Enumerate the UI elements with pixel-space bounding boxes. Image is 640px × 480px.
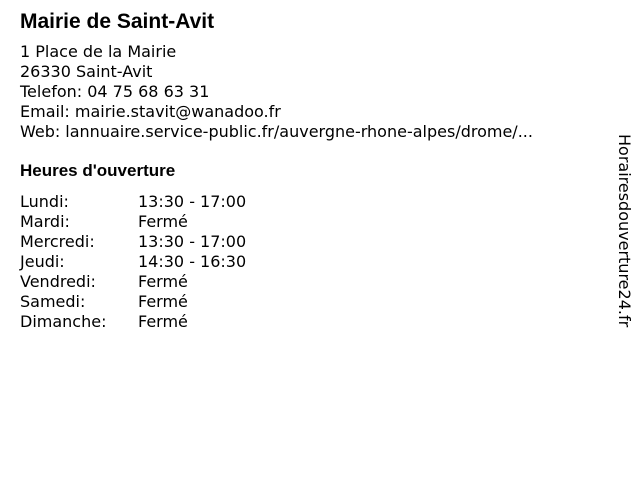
hours-time-tuesday: Fermé <box>138 212 188 231</box>
hours-day-thursday: Jeudi: <box>20 252 65 271</box>
address-line-2: 26330 Saint-Avit <box>20 62 153 81</box>
office-title: Mairie de Saint-Avit <box>20 10 215 33</box>
hours-day-friday: Vendredi: <box>20 272 96 291</box>
opening-hours-title: Heures d'ouverture <box>20 161 176 180</box>
site-brand-vertical: Horairesdouverture24.fr <box>615 134 634 328</box>
web-row <box>20 122 600 142</box>
opening-hours-table <box>20 192 600 332</box>
hours-time-friday: Fermé <box>138 272 188 291</box>
hours-time-thursday: 14:30 - 16:30 <box>138 252 247 271</box>
hours-time-saturday: Fermé <box>138 292 188 311</box>
email-line: Email: mairie.stavit@wanadoo.fr <box>20 102 281 121</box>
web-label: Web: <box>20 122 61 141</box>
hours-day-tuesday: Mardi: <box>20 212 70 231</box>
hours-time-monday: 13:30 - 17:00 <box>138 192 247 211</box>
office-card <box>20 10 600 332</box>
hours-time-sunday: Fermé <box>138 312 188 331</box>
address-line-1: 1 Place de la Mairie <box>20 42 177 61</box>
hours-day-monday: Lundi: <box>20 192 69 211</box>
hours-day-saturday: Samedi: <box>20 292 86 311</box>
phone-line: Telefon: 04 75 68 63 31 <box>20 82 210 101</box>
hours-day-sunday: Dimanche: <box>20 312 107 331</box>
hours-time-wednesday: 13:30 - 17:00 <box>138 232 247 251</box>
hours-day-wednesday: Mercredi: <box>20 232 95 251</box>
web-link[interactable]: lannuaire.service-public.fr/auvergne-rhone-alpes/drome/... <box>65 122 533 141</box>
